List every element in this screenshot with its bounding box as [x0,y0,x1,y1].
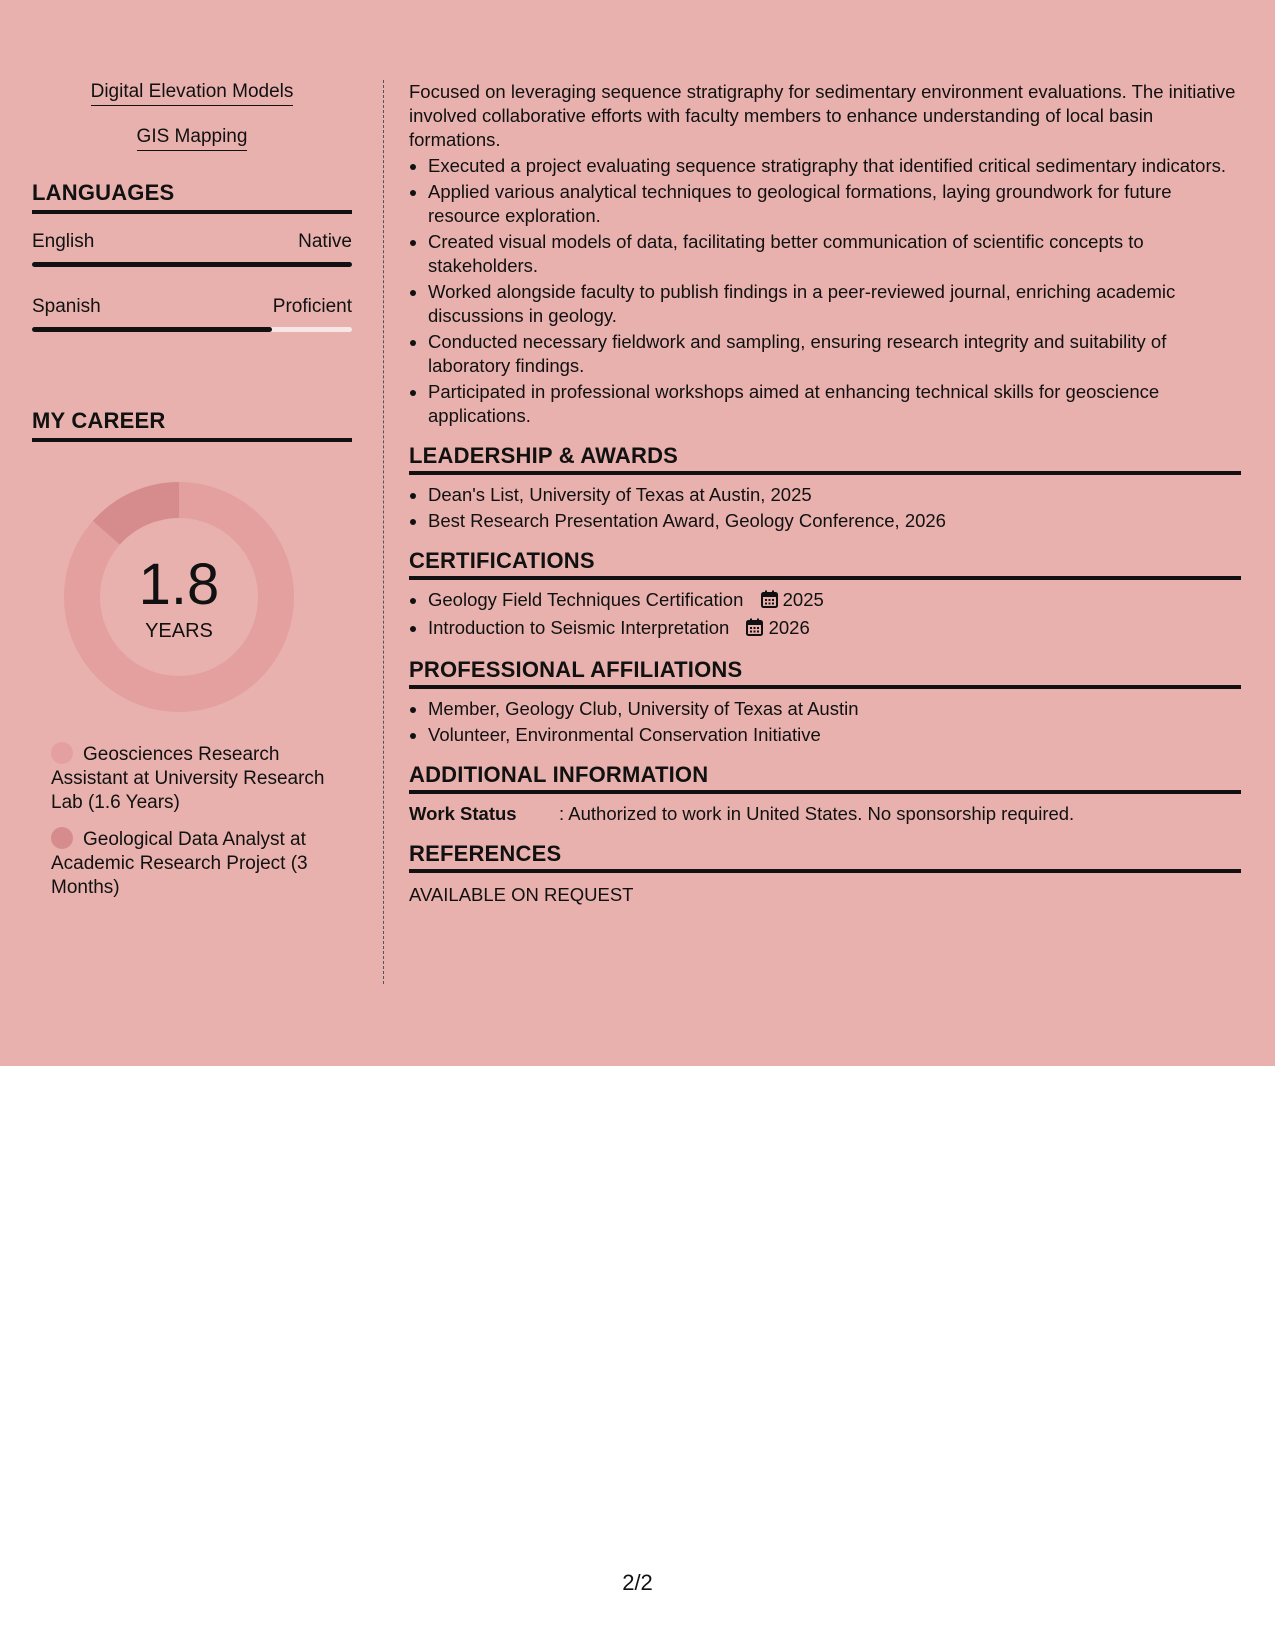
career-legend-label: Geological Data Analyst at Academic Research Project (3 Months) [51,829,308,898]
work-status-value: : Authorized to work in United States. No sponsorship required. [559,803,1075,824]
awards-section [409,444,1241,533]
list-item [428,616,1241,642]
language-item [32,295,352,332]
list-item: • Participated in professional workshops aimed at enhancing technical skills for geoscience applications. [428,380,1241,428]
list-item: • Worked alongside faculty to publish findings in a peer-reviewed journal, enriching academic discussions in geology. [428,280,1241,328]
certifications-heading: CERTIFICATIONS [409,549,1241,580]
certification-year: 2025 [782,589,824,610]
language-level-bar [32,262,352,267]
languages-section [32,180,352,332]
additional-info-section [409,763,1241,826]
work-status-label: Work Status [409,803,517,824]
column-divider [383,80,384,984]
languages-heading: LANGUAGES [32,180,352,214]
calendar-icon [761,590,778,614]
work-status-row [409,802,1241,826]
career-legend [32,742,341,900]
page-number: 2/2 [622,1570,653,1595]
skill-link[interactable]: Digital Elevation Models [91,80,294,106]
certification-name: Introduction to Seismic Interpretation [428,617,730,638]
list-item: • Member, Geology Club, University of Texas at Austin [428,697,1241,721]
legend-dot-icon [51,827,73,849]
left-column [32,80,352,912]
additional-info-heading: ADDITIONAL INFORMATION [409,763,1241,794]
awards-heading: LEADERSHIP & AWARDS [409,444,1241,475]
references-text: AVAILABLE ON REQUEST [409,884,634,905]
certification-year: 2026 [768,617,810,638]
certification-name: Geology Field Techniques Certification [428,589,744,610]
project-summary: Focused on leveraging sequence stratigraphy for sedimentary environment evaluations. The initiative involved collaborative efforts with faculty members to enhance understanding of local basin formations. [409,81,1236,150]
list-item: • Executed a project evaluating sequence stratigraphy that identified critical sedimentary indicators. [428,154,1241,178]
calendar-icon [746,618,763,642]
language-level-fill [32,327,272,332]
career-legend-label: Geosciences Research Assistant at University Research Lab (1.6 Years) [51,744,325,813]
career-heading: MY CAREER [32,408,352,442]
list-item: • Conducted necessary fieldwork and sampling, ensuring research integrity and suitability of laboratory findings. [428,330,1241,378]
language-item [32,230,352,267]
list-item: • Volunteer, Environmental Conservation Initiative [428,723,1241,747]
career-legend-item [51,827,341,900]
career-years-unit: YEARS [145,620,213,642]
career-legend-item [51,742,341,815]
legend-dot-icon [51,742,73,764]
list-item: • Best Research Presentation Award, Geology Conference, 2026 [428,509,1241,533]
certifications-section [409,549,1241,642]
list-item [428,588,1241,614]
references-heading: REFERENCES [409,842,1241,873]
right-column [409,80,1241,907]
career-donut-chart [64,482,294,712]
language-level: Native [298,231,352,252]
language-name: Spanish [32,296,101,317]
affiliations-section [409,658,1241,747]
affiliations-heading: PROFESSIONAL AFFILIATIONS [409,658,1241,689]
project-bullets [409,154,1241,428]
language-level-fill [32,262,352,267]
language-level: Proficient [272,296,352,317]
references-section [409,842,1241,907]
list-item: • Dean's List, University of Texas at Austin, 2025 [428,483,1241,507]
skill-link[interactable]: GIS Mapping [137,125,248,151]
language-level-bar [32,327,352,332]
language-name: English [32,231,95,252]
skill-list [32,80,352,170]
list-item: • Created visual models of data, facilitating better communication of scientific concepts to stakeholders. [428,230,1241,278]
career-total-years: 1.8 [138,552,220,617]
list-item: • Applied various analytical techniques to geological formations, laying groundwork for future resource exploration. [428,180,1241,228]
